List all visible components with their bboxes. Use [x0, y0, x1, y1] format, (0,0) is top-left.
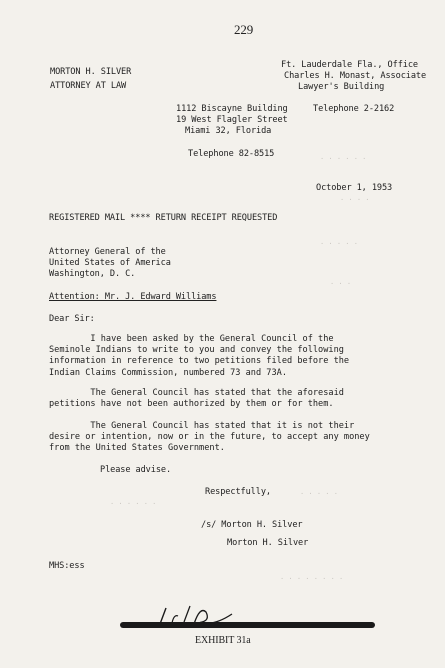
- bleed-through-mark: · · · · · ·: [110, 500, 157, 508]
- address-line-1: 1112 Biscayne Building: [176, 104, 288, 114]
- sender-title: ATTORNEY AT LAW: [50, 81, 127, 91]
- signature-slash: /s/ Morton H. Silver: [201, 520, 303, 530]
- body-paragraph-1: I have been asked by the General Council of the Seminole Indians to write to you and convey the following information in reference to two petitions filed before the Indian Claims Commission, numbered 73 and 73A.: [49, 334, 350, 378]
- recipient-line-3: Washington, D. C.: [49, 269, 136, 279]
- attention-line: Attention: Mr. J. Edward Williams: [49, 292, 217, 302]
- bleed-through-mark: · · · · · · · ·: [280, 575, 344, 583]
- closing-request: Please advise.: [100, 465, 172, 475]
- bleed-through-mark: · · · ·: [340, 196, 370, 204]
- page-number: 229: [234, 22, 254, 37]
- bleed-through-mark: · · · · ·: [320, 240, 358, 248]
- telephone-office: Telephone 2-2162: [313, 104, 395, 114]
- sender-name: MORTON H. SILVER: [50, 67, 132, 77]
- signature-typed: Morton H. Silver: [227, 538, 309, 548]
- address-line-2: 19 West Flagler Street: [176, 115, 288, 125]
- office-line-1: Ft. Lauderdale Fla., Office: [281, 60, 418, 70]
- body-paragraph-2: The General Council has stated that the aforesaid petitions have not been authorized by them or for them.: [49, 388, 344, 410]
- office-line-3: Lawyer's Building: [298, 82, 385, 92]
- recipient-line-2: United States of America: [49, 258, 171, 268]
- letter-date: October 1, 1953: [316, 183, 393, 193]
- telephone-main: Telephone 82-8515: [188, 149, 275, 159]
- mail-notice: REGISTERED MAIL **** RETURN RECEIPT REQUESTED: [49, 213, 278, 223]
- redaction-bar: [120, 622, 375, 628]
- bleed-through-mark: · · ·: [330, 280, 352, 288]
- typist-initials: MHS:ess: [49, 561, 85, 571]
- exhibit-label: EXHIBIT 31a: [195, 635, 251, 646]
- bleed-through-mark: · · · · ·: [300, 490, 338, 498]
- complimentary-close: Respectfully,: [205, 487, 271, 497]
- body-paragraph-3: The General Council has stated that it is not their desire or intention, now or in the future, to accept any money from the United States Government.: [49, 421, 370, 454]
- recipient-line-1: Attorney General of the: [49, 247, 166, 257]
- address-line-3: Miami 32, Florida: [185, 126, 272, 136]
- office-line-2: Charles H. Monast, Associate: [284, 71, 427, 81]
- bleed-through-mark: · · · · · ·: [320, 155, 367, 163]
- salutation: Dear Sir:: [49, 314, 95, 324]
